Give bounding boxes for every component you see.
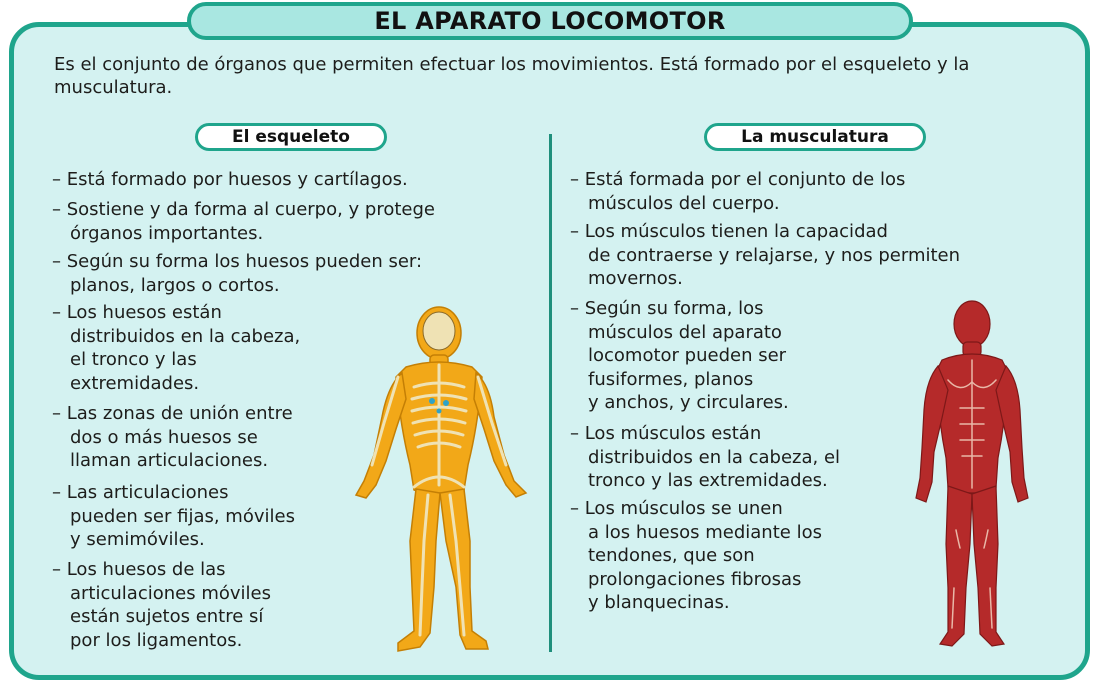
skeleton-heading: El esqueleto: [195, 123, 387, 151]
page-title: EL APARATO LOCOMOTOR: [187, 2, 913, 40]
skeleton-item: – Las articulaciones pueden ser fijas, móviles y semimóviles.: [52, 482, 295, 550]
muscles-item: – Está formada por el conjunto de los músculos del cuerpo.: [570, 169, 906, 214]
intro-text: Es el conjunto de órganos que permiten efectuar los movimientos. Está formado por el esqueleto y la musculatura.: [54, 54, 970, 98]
skeleton-figure: [336, 305, 534, 655]
muscles-heading: La musculatura: [704, 123, 926, 151]
muscles-item: – Según su forma, los músculos del aparato locomotor pueden ser fusiformes, planos y anchos, y circulares.: [570, 298, 789, 413]
muscles-item: – Los músculos están distribuidos en la cabeza, el tronco y las extremidades.: [570, 423, 841, 491]
muscles-item: – Los músculos se unen a los huesos mediante los tendones, que son prolongaciones fibrosas y blanquecinas.: [570, 498, 822, 613]
muscle-right-leg: [972, 486, 1004, 646]
column-divider: [549, 134, 552, 652]
muscles-item: – Los músculos tienen la capacidad de contraerse y relajarse, y nos permiten movernos.: [570, 221, 961, 289]
skeleton-item: – Está formado por huesos y cartílagos.: [52, 169, 408, 190]
skeleton-item: – Los huesos están distribuidos en la cabeza, el tronco y las extremidades.: [52, 302, 301, 394]
skeleton-item: – Los huesos de las articulaciones móviles están sujetos entre sí por los ligamentos.: [52, 559, 271, 651]
muscle-left-leg: [940, 486, 972, 646]
skeleton-item: – Según su forma los huesos pueden ser: planos, largos o cortos.: [52, 251, 423, 296]
muscle-head: [954, 301, 990, 347]
skeleton-item: – Sostiene y da forma al cuerpo, y protege órganos importantes.: [52, 199, 436, 244]
muscle-figure: [912, 298, 1032, 654]
skeleton-item: – Las zonas de unión entre dos o más huesos se llaman articulaciones.: [52, 403, 293, 471]
